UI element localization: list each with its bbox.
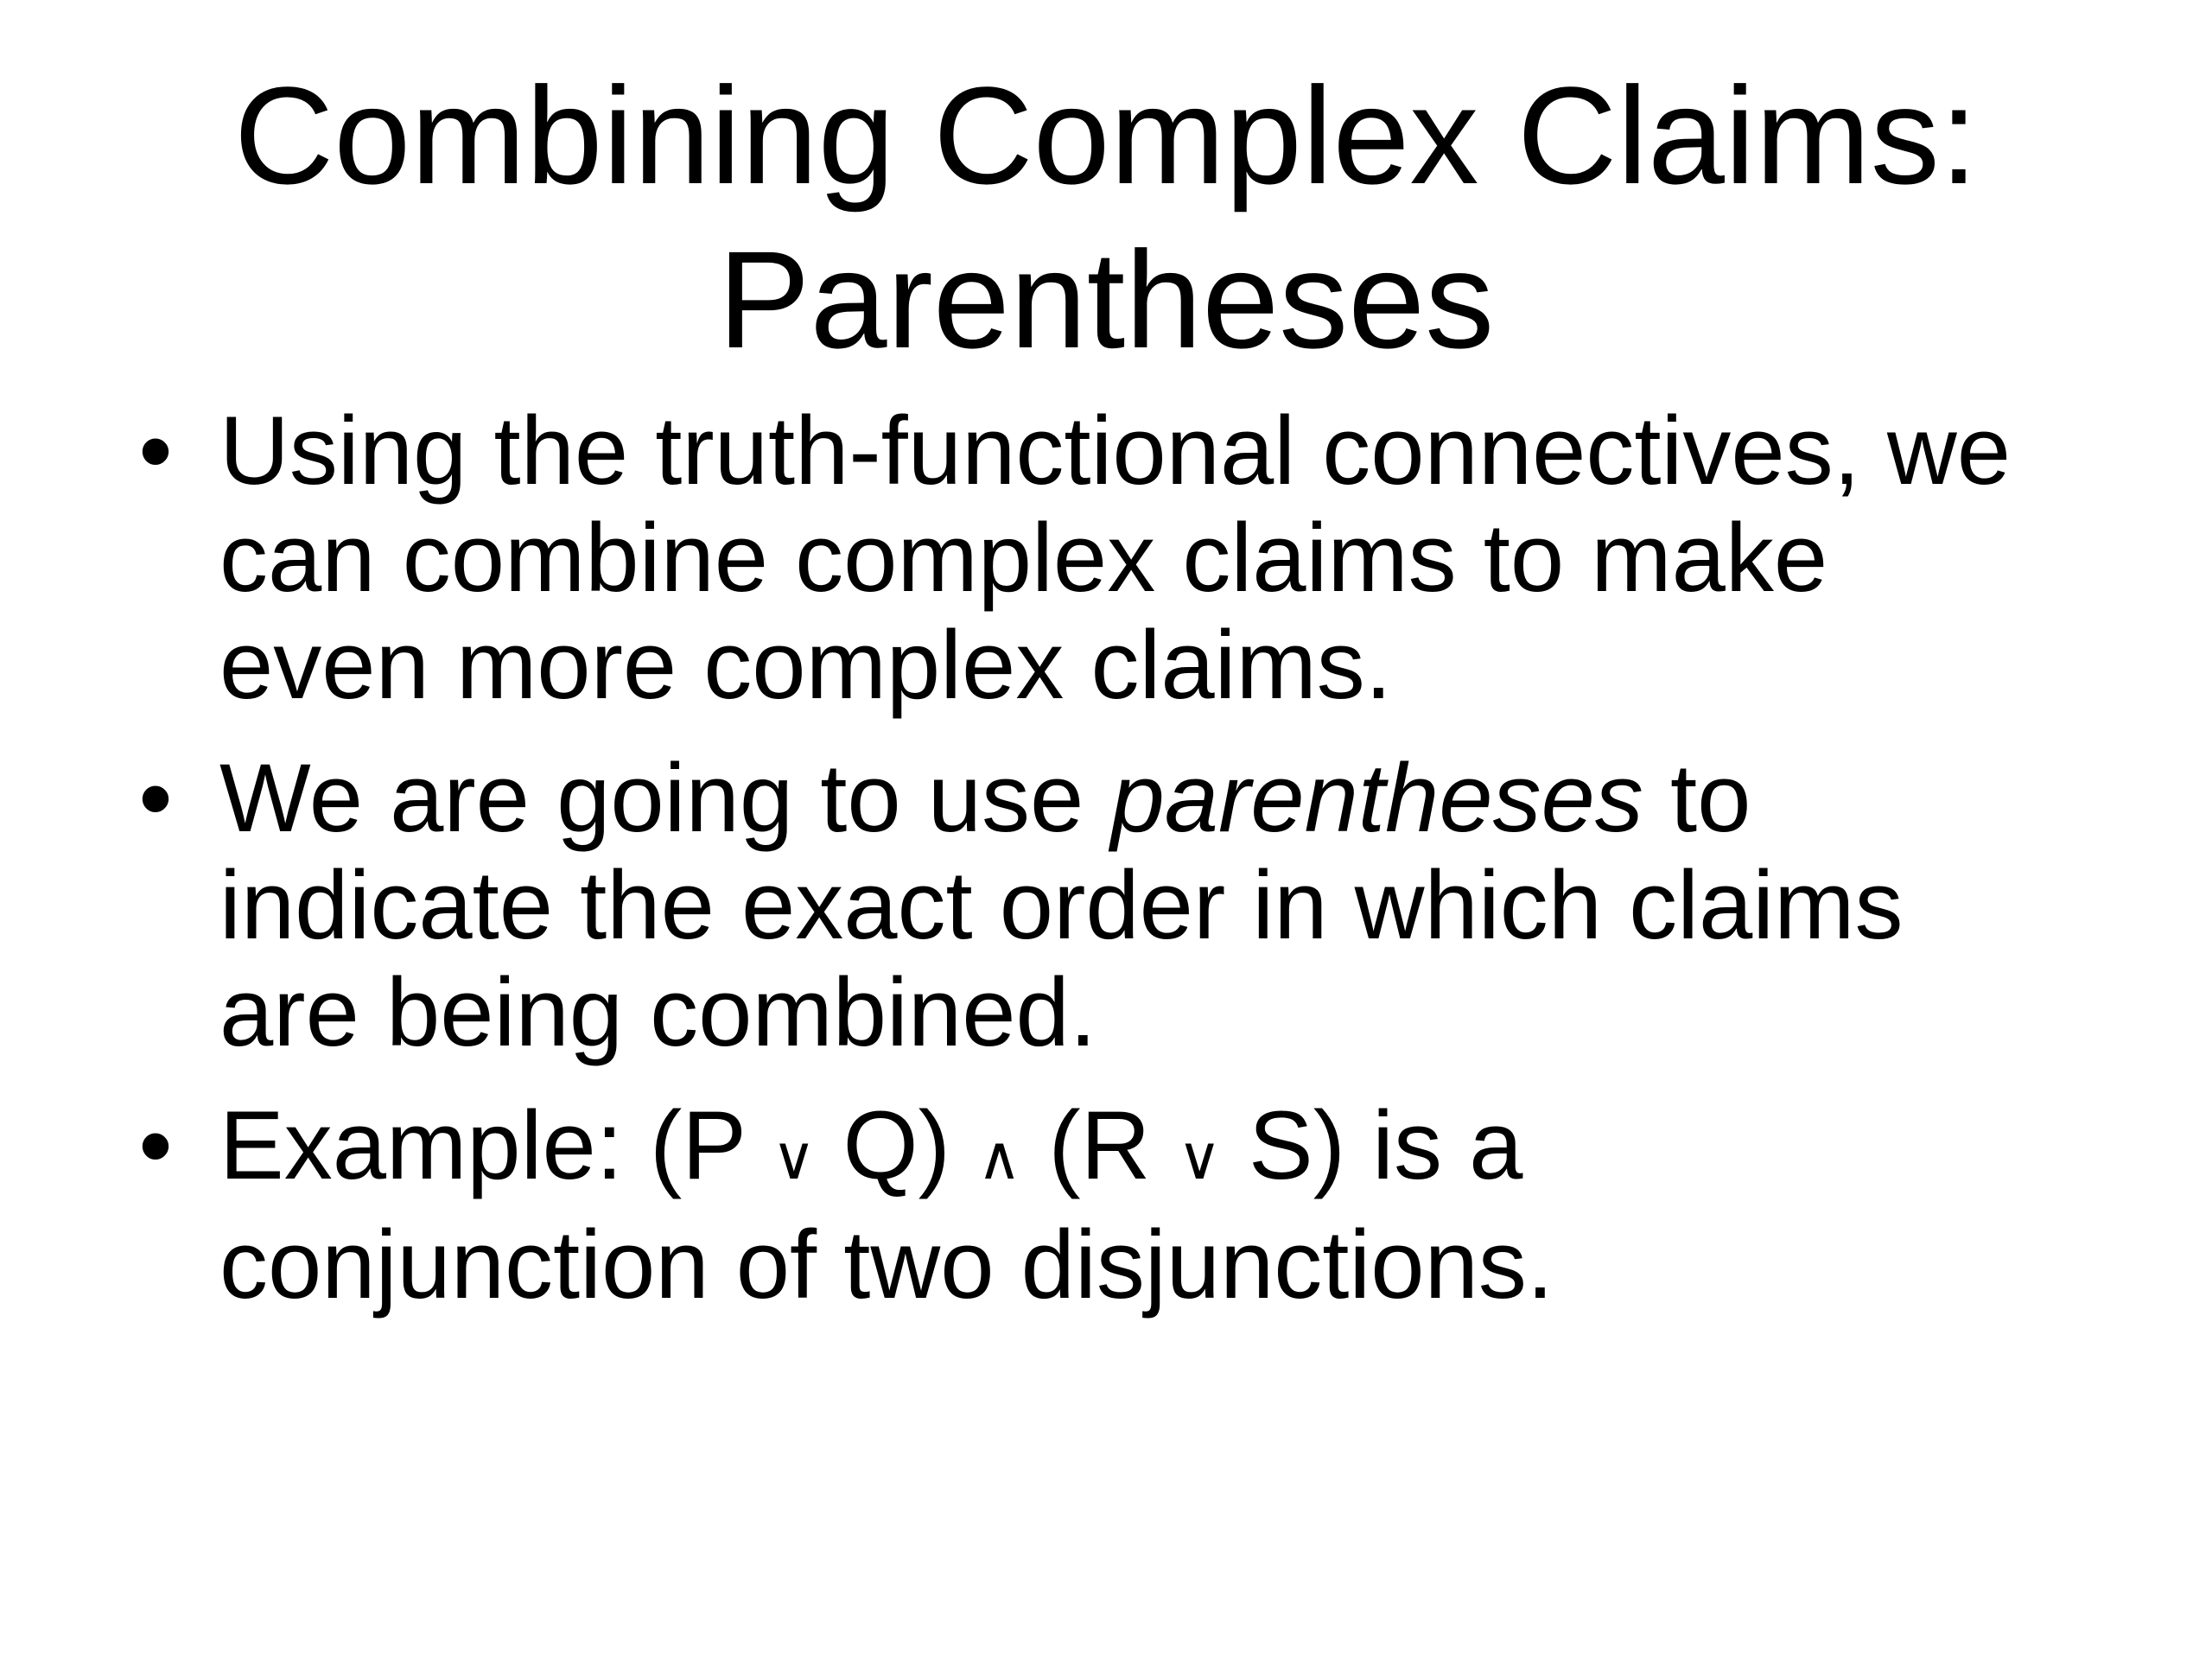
bullet-text-1 [219, 397, 2117, 719]
disjunction-operator: ∨ [1177, 1124, 1222, 1192]
bullet-item-1 [130, 397, 2117, 719]
bullet-3-line-1 [219, 1092, 2117, 1211]
bullet-item-2 [130, 745, 2117, 1066]
bullet-2-line-3: are being combined. [219, 958, 1096, 1066]
bullet-2-text-after: to [1643, 744, 1751, 852]
example-part-3: (R [1021, 1091, 1178, 1199]
conjunction-operator: ∧ [976, 1124, 1022, 1192]
bullet-marker: • [138, 1091, 173, 1199]
example-part-2: Q) [816, 1091, 977, 1199]
bullet-marker: • [138, 744, 173, 852]
bullet-text-2 [219, 745, 2117, 1066]
bullet-2-line-1 [219, 745, 2117, 852]
emphasis-parentheses: parentheses [1110, 744, 1643, 852]
slide-title [0, 54, 2212, 382]
bullet-3-line-2: conjunction of two disjunctions. [219, 1211, 1554, 1319]
slide-title-line-2: Parentheses [717, 222, 1495, 377]
bullet-2-line-2: indicate the exact order in which claims [219, 851, 1904, 959]
bullet-item-3 [130, 1092, 2117, 1319]
example-part-4: S) is a [1221, 1091, 1523, 1199]
bullet-2-text-before: We are going to use [219, 744, 1111, 852]
example-part-1: Example: (P [219, 1091, 772, 1199]
disjunction-operator: ∨ [772, 1124, 817, 1192]
bullet-list [130, 397, 2117, 1344]
slide-title-line-1: Combining Complex Claims: [233, 58, 1979, 213]
bullet-1-line-3: even more complex claims. [219, 611, 1392, 719]
bullet-text-3 [219, 1092, 2117, 1319]
bullet-1-line-2: can combine complex claims to make [219, 504, 1828, 612]
bullet-1-line-1: Using the truth-functional connectives, we [219, 397, 2012, 505]
bullet-marker: • [138, 397, 173, 505]
